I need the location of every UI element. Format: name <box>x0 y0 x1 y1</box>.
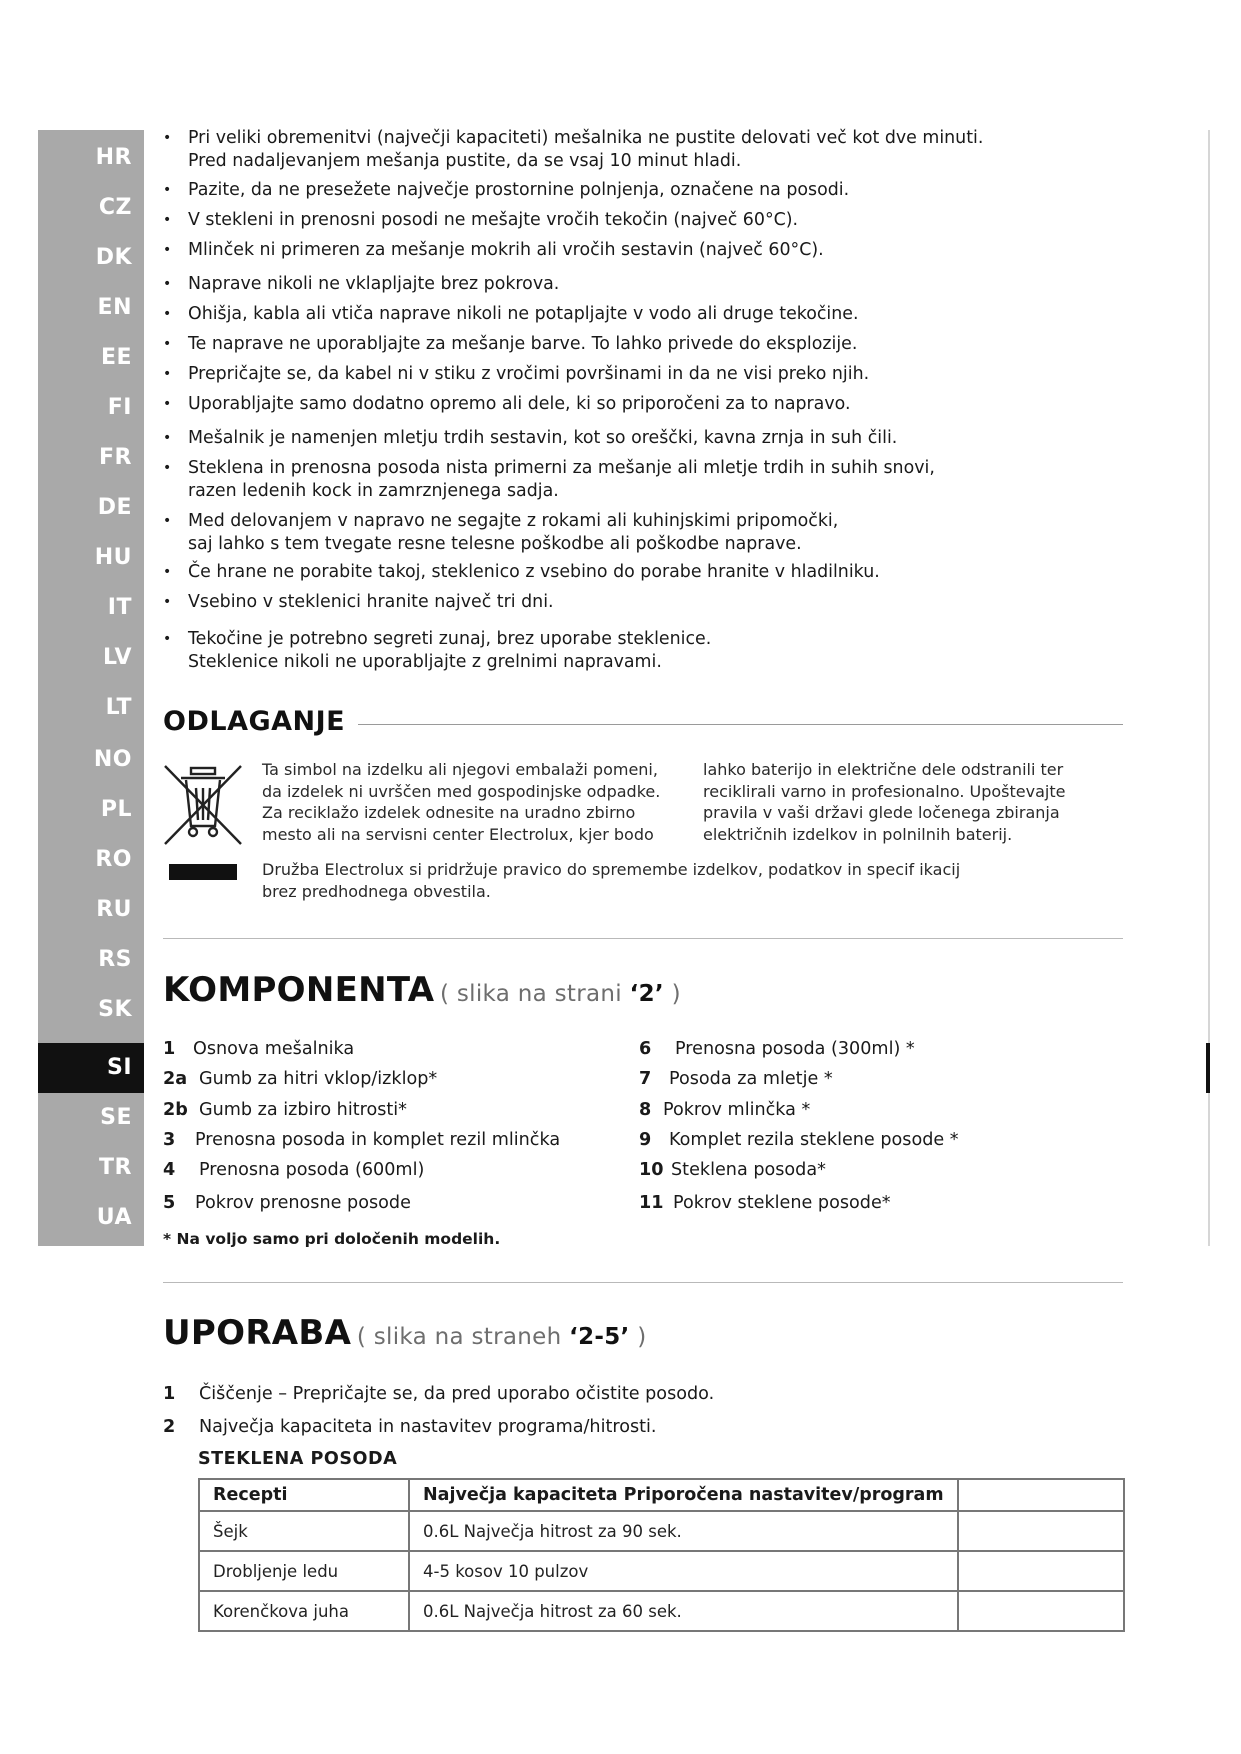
component-number: 9 <box>639 1130 652 1150</box>
component-label: Gumb za hitri vklop/izklop* <box>199 1069 438 1089</box>
component-label: Prenosna posoda in komplet rezil mlinčka <box>195 1130 561 1150</box>
table-cell: 0.6L Največja hitrost za 60 sek. <box>409 1591 958 1631</box>
sidebar-lang-no[interactable]: NO <box>93 747 132 772</box>
bullet-item <box>163 239 1063 262</box>
bullet-line: • Steklena in prenosna posoda nista primerni za mešanje ali mletje trdih in suhih snovi, <box>188 458 935 478</box>
table-cell <box>958 1511 1124 1551</box>
component-number: 1 <box>163 1039 176 1059</box>
table-cell: 4-5 kosov 10 pulzov <box>409 1551 958 1591</box>
text-line: mesto ali na servisni center Electrolux, kjer bodo <box>262 824 654 844</box>
component-label: Prenosna posoda (300ml) * <box>675 1039 915 1059</box>
sidebar-lang-rs[interactable]: RS <box>98 947 132 972</box>
bullet-item <box>163 561 1063 584</box>
table-cell <box>958 1591 1124 1631</box>
bullet-item <box>163 427 1063 450</box>
table-title: STEKLENA POSODA <box>198 1449 398 1469</box>
sidebar-lang-fi[interactable]: FI <box>107 395 132 420</box>
bullet-item <box>163 333 1063 356</box>
sidebar-lang-hu[interactable]: HU <box>94 545 132 570</box>
section-divider <box>163 1282 1123 1283</box>
table-cell: 0.6L Največja hitrost za 90 sek. <box>409 1511 958 1551</box>
component-label: Pokrov prenosne posode <box>195 1193 411 1213</box>
bullet-item <box>163 273 1063 296</box>
disposal-heading-rule <box>358 724 1123 725</box>
text-line: Družba Electrolux si pridržuje pravico do spremembe izdelkov, podatkov in specif ikacij <box>262 860 961 879</box>
component-number: 5 <box>163 1193 176 1213</box>
usage-title: UPORABA <box>163 1313 352 1353</box>
component-number: 8 <box>639 1100 652 1120</box>
component-label: Gumb za izbiro hitrosti* <box>199 1100 407 1120</box>
components-heading <box>163 970 681 1010</box>
bullet-item <box>163 363 1063 386</box>
bullet-line: • Ohišja, kabla ali vtiča naprave nikoli ne potapljajte v vodo ali druge tekočine. <box>188 304 859 324</box>
sidebar-lang-it[interactable]: IT <box>107 595 132 620</box>
availability-note: * Na voljo samo pri določenih modelih. <box>163 1230 501 1248</box>
text-line: brez predhodnega obvestila. <box>262 881 491 901</box>
bullet-item <box>163 628 1063 673</box>
bullet-line: • Naprave nikoli ne vklapljajte brez pokrova. <box>188 274 560 294</box>
usage-subtitle: ( slika na straneh ‘2-5’ ) <box>356 1324 647 1350</box>
sidebar-lang-hr[interactable]: HR <box>95 145 132 170</box>
components-title: KOMPONENTA <box>163 970 435 1010</box>
component-number: 3 <box>163 1130 176 1150</box>
section-divider <box>163 938 1123 939</box>
bullet-line: • Pazite, da ne presežete največje prostornine polnjenja, označene na posodi. <box>188 180 850 200</box>
bullet-line: • Vsebino v steklenici hranite največ tri dni. <box>188 592 554 612</box>
text-line: pravila v vaši državi glede ločenega zbiranja <box>703 803 1060 822</box>
black-bar-symbol <box>169 864 237 880</box>
sidebar-lang-pl[interactable]: PL <box>100 797 132 822</box>
component-number: 11 <box>639 1193 664 1213</box>
text-line: lahko baterijo in električne dele odstranili ter <box>703 760 1064 779</box>
bullet-item <box>163 393 1063 416</box>
table-header-cell: Največja kapaciteta Priporočena nastavitev/program <box>409 1479 958 1511</box>
sidebar-lang-ro[interactable]: RO <box>95 847 132 872</box>
bullet-line: Pred nadaljevanjem mešanja pustite, da se vsaj 10 minut hladi. <box>188 150 742 171</box>
sidebar-lang-ee[interactable]: EE <box>100 345 132 370</box>
disposal-heading: ODLAGANJE <box>163 706 346 737</box>
table-header-cell <box>958 1479 1124 1511</box>
bullet-line: • Tekočine je potrebno segreti zunaj, brez uporabe steklenice. <box>188 629 712 649</box>
bullet-line: • Prepričajte se, da kabel ni v stiku z vročimi površinami in da ne visi preko njih. <box>188 364 870 384</box>
bullet-line: razen ledenih kock in zamrznjenega sadja. <box>188 480 559 501</box>
sidebar-lang-en[interactable]: EN <box>97 295 132 320</box>
sidebar-lang-ru[interactable]: RU <box>96 897 132 922</box>
disposal-text-col1 <box>262 759 660 845</box>
bullet-line: • Med delovanjem v napravo ne segajte z rokami ali kuhinjskimi pripomočki, <box>188 511 839 531</box>
sidebar-lang-cz[interactable]: CZ <box>98 195 132 220</box>
sidebar-lang-de[interactable]: DE <box>97 495 132 520</box>
bullet-line: • Mešalnik je namenjen mletju trdih sestavin, kot so oreščki, kavna zrnja in suh čili. <box>188 428 898 448</box>
bullet-line: saj lahko s tem tvegate resne telesne poškodbe ali poškodbe naprave. <box>188 533 802 554</box>
sidebar-lang-dk[interactable]: DK <box>95 245 132 270</box>
sidebar-lang-si[interactable]: SI <box>38 1043 144 1093</box>
table-header-row <box>199 1479 1124 1511</box>
component-label: Pokrov steklene posode* <box>673 1193 891 1213</box>
table-header-cell: Recepti <box>199 1479 409 1511</box>
component-number: 4 <box>163 1160 176 1180</box>
text-line: Ta simbol na izdelku ali njegovi embalaži pomeni, <box>262 760 658 779</box>
sidebar-lang-sk[interactable]: SK <box>98 997 132 1022</box>
bullet-line: • V stekleni in prenosni posodi ne mešajte vročih tekočin (največ 60°C). <box>188 210 799 230</box>
bullet-line: • Mlinček ni primeren za mešanje mokrih ali vročih sestavin (največ 60°C). <box>188 240 824 260</box>
table-cell: Drobljenje ledu <box>199 1551 409 1591</box>
bullet-item <box>163 510 1063 555</box>
disposal-notice <box>262 859 960 902</box>
sidebar-lang-tr[interactable]: TR <box>99 1155 132 1180</box>
sidebar-lang-lt[interactable]: LT <box>105 695 132 720</box>
disposal-text-col2 <box>703 759 1065 845</box>
component-label: Steklena posoda* <box>671 1160 826 1180</box>
bullet-line: • Uporabljajte samo dodatno opremo ali dele, ki so priporočeni za to napravo. <box>188 394 851 414</box>
component-label: Posoda za mletje * <box>669 1069 833 1089</box>
component-number: 2a <box>163 1069 188 1089</box>
crossed-bin-icon <box>163 762 243 846</box>
table-cell: Korenčkova juha <box>199 1591 409 1631</box>
usage-heading <box>163 1313 646 1353</box>
table-row <box>199 1591 1124 1631</box>
bullet-item <box>163 127 1063 172</box>
table-row <box>199 1551 1124 1591</box>
component-number: 2b <box>163 1100 188 1120</box>
component-label: Prenosna posoda (600ml) <box>199 1160 425 1180</box>
component-number: 7 <box>639 1069 652 1089</box>
components-subtitle: ( slika na strani ‘2’ ) <box>439 981 681 1007</box>
bullet-item <box>163 179 1063 202</box>
bullet-line: • Če hrane ne porabite takoj, steklenico z vsebino do porabe hranite v hladilniku. <box>188 562 880 582</box>
table-row <box>199 1511 1124 1551</box>
text-line: reciklirali varno in profesionalno. Upoštevajte <box>703 781 1066 801</box>
component-label: Pokrov mlinčka * <box>663 1100 811 1120</box>
bullet-item <box>163 591 1063 614</box>
bullet-line: • Te naprave ne uporabljajte za mešanje barve. To lahko privede do eksplozije. <box>188 334 858 354</box>
bullet-line: Steklenice nikoli ne uporabljajte z grelnimi napravami. <box>188 651 662 672</box>
bullet-item <box>163 457 1063 502</box>
text-line: da izdelek ni uvrščen med gospodinjske odpadke. <box>262 781 661 801</box>
sidebar-lang-fr[interactable]: FR <box>99 445 132 470</box>
table-cell: Šejk <box>199 1511 409 1551</box>
text-line: Za reciklažo izdelek odnesite na uradno zbirno <box>262 803 636 822</box>
sidebar-lang-lv[interactable]: LV <box>102 645 132 670</box>
sidebar-lang-ua[interactable]: UA <box>96 1205 132 1230</box>
right-margin-marker <box>1206 1043 1210 1093</box>
component-number: 10 <box>639 1160 664 1180</box>
recipes-table <box>198 1478 1125 1632</box>
component-label: Osnova mešalnika <box>193 1039 355 1059</box>
table-cell <box>958 1551 1124 1591</box>
bullet-line: • Pri veliki obremenitvi (največji kapaciteti) mešalnika ne pustite delovati več kot dve minuti. <box>188 128 984 148</box>
bullet-item <box>163 303 1063 326</box>
text-line: električnih izdelkov in polnilnih baterij. <box>703 824 1013 844</box>
component-label: Komplet rezila steklene posode * <box>669 1130 959 1150</box>
component-number: 6 <box>639 1039 652 1059</box>
bullet-item <box>163 209 1063 232</box>
sidebar-lang-se[interactable]: SE <box>100 1105 132 1130</box>
